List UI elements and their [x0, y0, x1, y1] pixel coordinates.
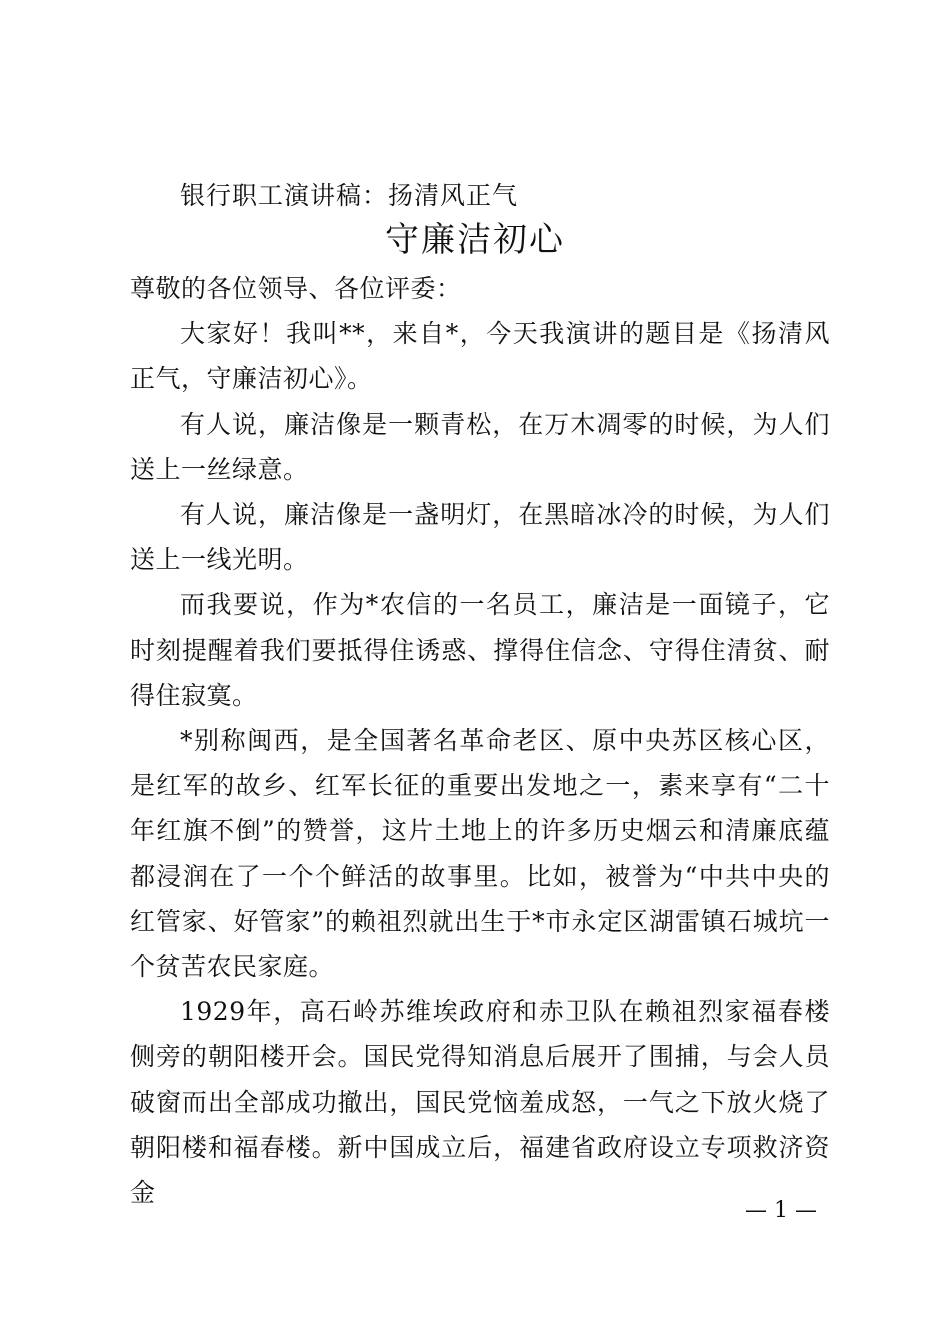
document-title: 守廉洁初心 [385, 220, 565, 260]
paragraph-1: 大家好！我叫**，来自*，今天我演讲的题目是《扬清风正气，守廉洁初心》。 [130, 319, 830, 394]
page-number: — 1 — [745, 1198, 817, 1223]
document-body [130, 266, 830, 1215]
paragraph-5: *别称闽西，是全国著名革命老区、原中央苏区核心区，是红军的故乡、红军长征的重要出发地之一，素来享有“二十年红旗不倒”的赞誉，这片土地上的许多历史烟云和清廉底蕴都浸润在了一个个鲜活的故事里。比如，被誉为“中共中央的红管家、好管家”的赖祖烈就出生于*市永定区湖雷镇石城坑一个贫苦农民家庭。 [130, 726, 830, 982]
document-subtitle: 银行职工演讲稿：扬清风正气 [180, 181, 519, 210]
salutation: 尊敬的各位领导、各位评委： [130, 274, 462, 303]
paragraph-2: 有人说，廉洁像是一颗青松，在万木凋零的时候，为人们送上一丝绿意。 [130, 409, 830, 484]
paragraph-4: 而我要说，作为*农信的一名员工，廉洁是一面镜子，它时刻提醒着我们要抵得住诱惑、撑得住信念、守得住清贫、耐得住寂寞。 [130, 590, 830, 710]
paragraph-3: 有人说，廉洁像是一盏明灯，在黑暗冰冷的时候，为人们送上一线光明。 [130, 500, 830, 575]
paragraph-6: 1929年，高石岭苏维埃政府和赤卫队在赖祖烈家福春楼侧旁的朝阳楼开会。国民党得知消息后展开了围捕，与会人员破窗而出全部成功撤出，国民党恼羞成怒，一气之下放火烧了朝阳楼和福春楼。新中国成立后，福建省政府设立专项救济资金 [130, 997, 830, 1208]
